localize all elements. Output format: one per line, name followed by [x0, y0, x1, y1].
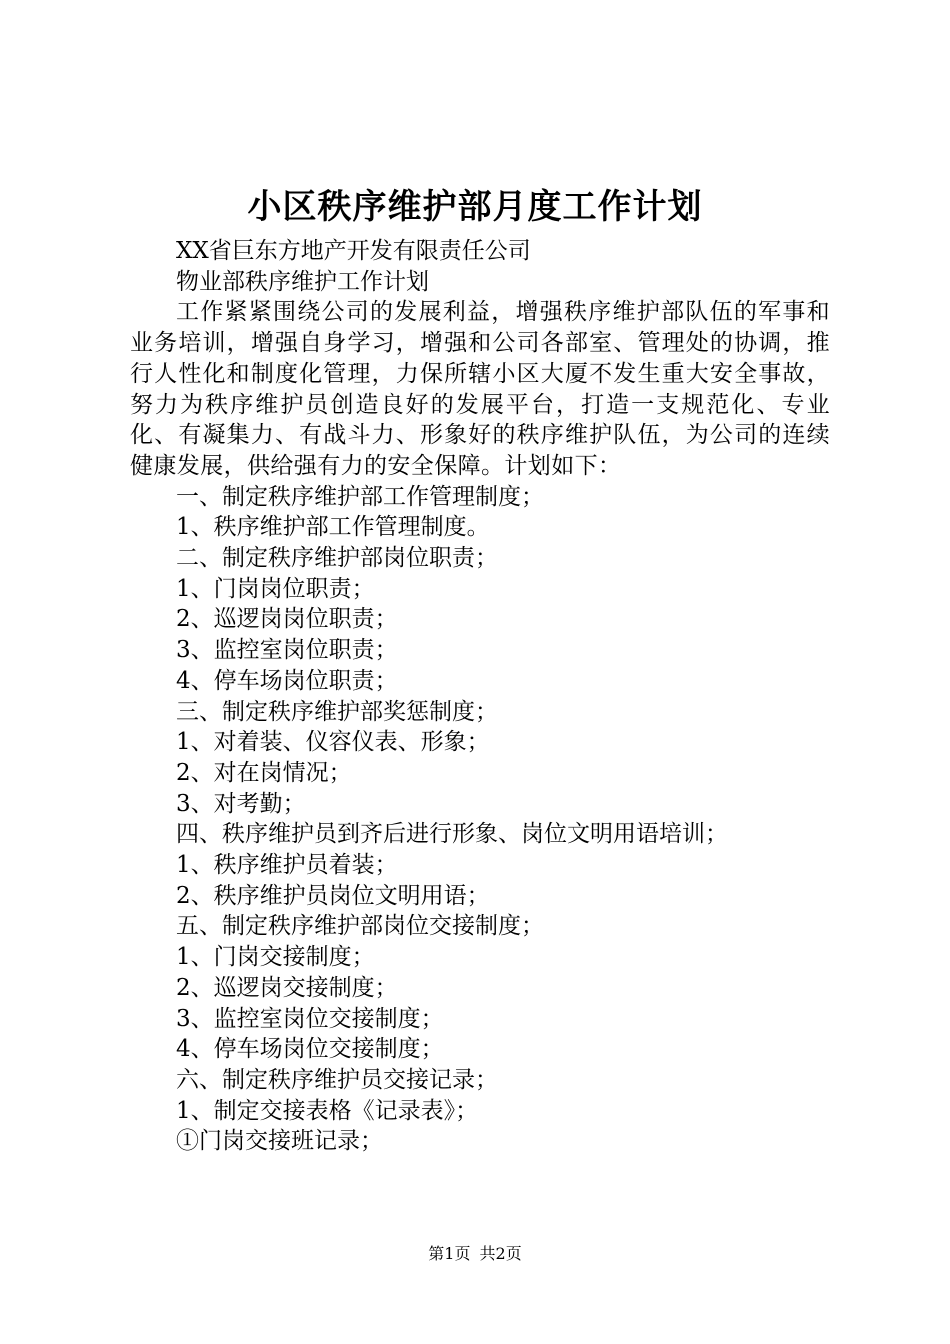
subtitle-line: 物业部秩序维护工作计划	[176, 268, 429, 295]
plan-item: 二、制定秩序维护部岗位职责；	[176, 545, 498, 572]
plan-item: 1、门岗岗位职责；	[176, 575, 375, 602]
plan-item: 1、秩序维护部工作管理制度。	[176, 514, 490, 541]
plan-item: 2、巡逻岗岗位职责；	[176, 606, 398, 633]
plan-item: 1、门岗交接制度；	[176, 944, 375, 971]
plan-item: 4、停车场岗位职责；	[176, 667, 398, 694]
plan-item: 四、秩序维护员到齐后进行形象、岗位文明用语培训；	[176, 821, 728, 848]
plan-item: 三、制定秩序维护部奖惩制度；	[176, 698, 498, 725]
document-title: 小区秩序维护部月度工作计划	[247, 187, 703, 227]
intro-paragraph: 工作紧紧围绕公司的发展利益，增强秩序维护部队伍的军事和业务培训，增强自身学习，增强和公司各部室、管理处的协调，推行人性化和制度化管理，力保所辖小区大厦不发生重大安全事故，努力为秩序维护员创造良好的发展平台，打造一支规范化、专业化、有凝集力、有战斗力、形象好的秩序维护队伍，为公司的连续健康发展，供给强有力的安全保障。计划如下：	[130, 299, 830, 479]
plan-item: 2、对在岗情况；	[176, 759, 352, 786]
page-total: 共2页	[479, 1244, 522, 1263]
plan-item: ①门岗交接班记录；	[176, 1128, 383, 1155]
plan-item: 3、监控室岗位交接制度；	[176, 1005, 444, 1032]
page-footer	[0, 1243, 950, 1265]
plan-item: 1、制定交接表格《记录表》；	[176, 1097, 479, 1124]
plan-item: 五、制定秩序维护部岗位交接制度；	[176, 913, 544, 940]
page-number: 第1页	[428, 1244, 471, 1263]
plan-item: 1、对着装、仪容仪表、形象；	[176, 729, 490, 756]
plan-item: 六、制定秩序维护员交接记录；	[176, 1066, 498, 1093]
plan-item: 一、制定秩序维护部工作管理制度；	[176, 483, 544, 510]
plan-item: 1、秩序维护员着装；	[176, 852, 398, 879]
document-body	[130, 236, 830, 1157]
plan-item: 2、巡逻岗交接制度；	[176, 974, 398, 1001]
plan-item: 3、监控室岗位职责；	[176, 637, 398, 664]
plan-item: 3、对考勤；	[176, 790, 306, 817]
plan-item: 2、秩序维护员岗位文明用语；	[176, 882, 490, 909]
plan-item: 4、停车场岗位交接制度；	[176, 1036, 444, 1063]
company-line: XX省巨东方地产开发有限责任公司	[176, 238, 531, 264]
